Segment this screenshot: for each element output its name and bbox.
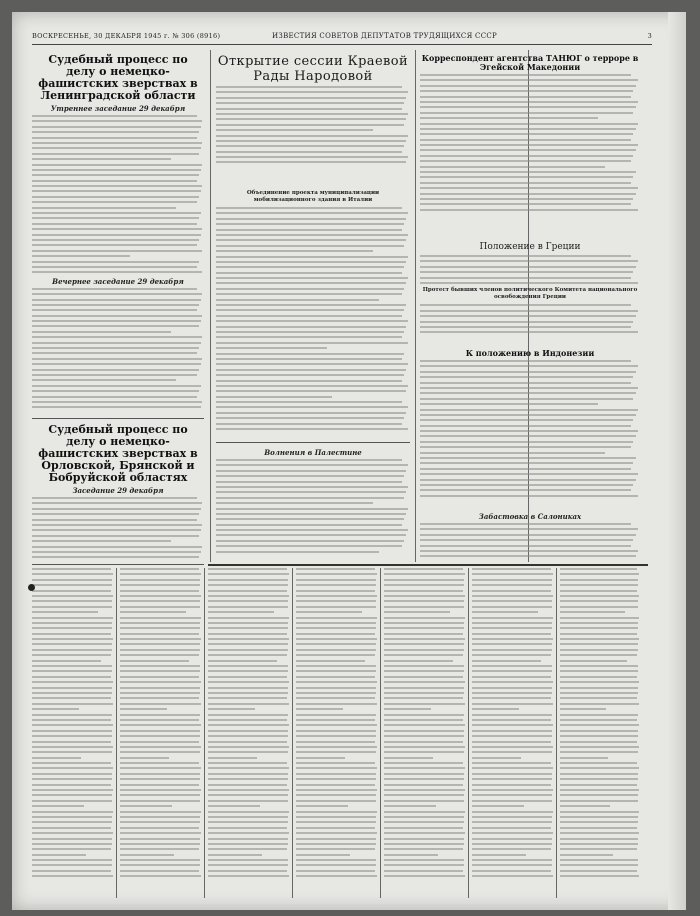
article-leningrad-trial (32, 52, 204, 412)
article-tanjug (420, 52, 640, 232)
article-divider (32, 418, 204, 419)
page-number: 3 (647, 32, 652, 40)
text-block (420, 74, 640, 211)
text-block (32, 115, 204, 273)
story-column (120, 568, 202, 898)
story-column (208, 568, 290, 898)
text-block (384, 568, 466, 877)
article-orel-trial (32, 422, 204, 562)
article-divider (216, 442, 410, 443)
text-block (216, 207, 410, 430)
article-title: Судебный процесс по делу о немецко-фашистских зверствах в Ленинградской области (38, 53, 198, 102)
article-indonesia (420, 347, 640, 507)
article-title: Положение в Греции (479, 242, 581, 252)
article-palestine (216, 446, 410, 562)
session-heading: Вечернее заседание 29 декабря (52, 276, 184, 286)
newspaper-page (12, 12, 686, 910)
article-title: Волнения в Палестине (264, 448, 362, 457)
issue-date: ВОСКРЕСЕНЬЕ, 30 ДЕКАБРЯ 1945 г. № 306 (8916) (32, 32, 221, 40)
article-greece (420, 238, 640, 338)
article-subheading: Объединение проекта муниципализации мобилизационного здания в Италии (246, 190, 380, 203)
running-header (32, 30, 652, 45)
article-salonika (420, 510, 640, 562)
binding-hole (28, 584, 35, 591)
column-rule (292, 568, 293, 898)
text-block (32, 288, 204, 412)
article-subheading: Протест бывших членов политического Комитета национального освобождения Греции (422, 287, 638, 301)
text-block (32, 497, 204, 562)
session-heading: Заседание 29 декабря (72, 486, 164, 495)
text-block (216, 459, 410, 553)
text-block (296, 568, 378, 877)
article-title: К положению в Индонезии (465, 348, 595, 358)
text-block (32, 568, 114, 877)
story-column (472, 568, 554, 898)
article-rada-session (216, 52, 410, 172)
story-column (296, 568, 378, 898)
story-column (384, 568, 466, 898)
column-rule (415, 50, 416, 562)
text-block (216, 86, 410, 163)
column-rule (556, 568, 557, 898)
text-block (472, 568, 554, 877)
column-rule (204, 568, 205, 898)
page-edge-shadow (668, 12, 686, 910)
story-column (32, 568, 114, 898)
text-block (420, 523, 640, 557)
article-title: Открытие сессии Краевой Рады Народовой (217, 54, 409, 84)
text-block (120, 568, 202, 877)
text-block (208, 568, 290, 877)
text-block (420, 304, 640, 333)
article-title: Судебный процесс по делу о немецко-фашистских зверствах в Орловской, Брянской и Бобруйской областях (38, 423, 198, 484)
column-rule (116, 568, 117, 898)
column-rule (210, 50, 211, 562)
newspaper-name: ИЗВЕСТИЯ СОВЕТОВ ДЕПУТАТОВ ТРУДЯЩИХСЯ СССР (272, 32, 498, 40)
section-divider (32, 564, 204, 565)
session-heading: Утреннее заседание 29 декабря (50, 104, 186, 113)
text-block (560, 568, 640, 877)
text-block (420, 360, 640, 497)
story-column (560, 568, 640, 898)
text-block (420, 255, 640, 284)
column-rule (468, 568, 469, 898)
article-italy (216, 187, 410, 437)
column-rule (380, 568, 381, 898)
article-title: Корреспондент агентства ТАНЮГ о терроре в Эгейской Македонии (421, 53, 639, 72)
section-divider (208, 564, 648, 566)
article-title: Забастовка в Салониках (478, 512, 582, 521)
